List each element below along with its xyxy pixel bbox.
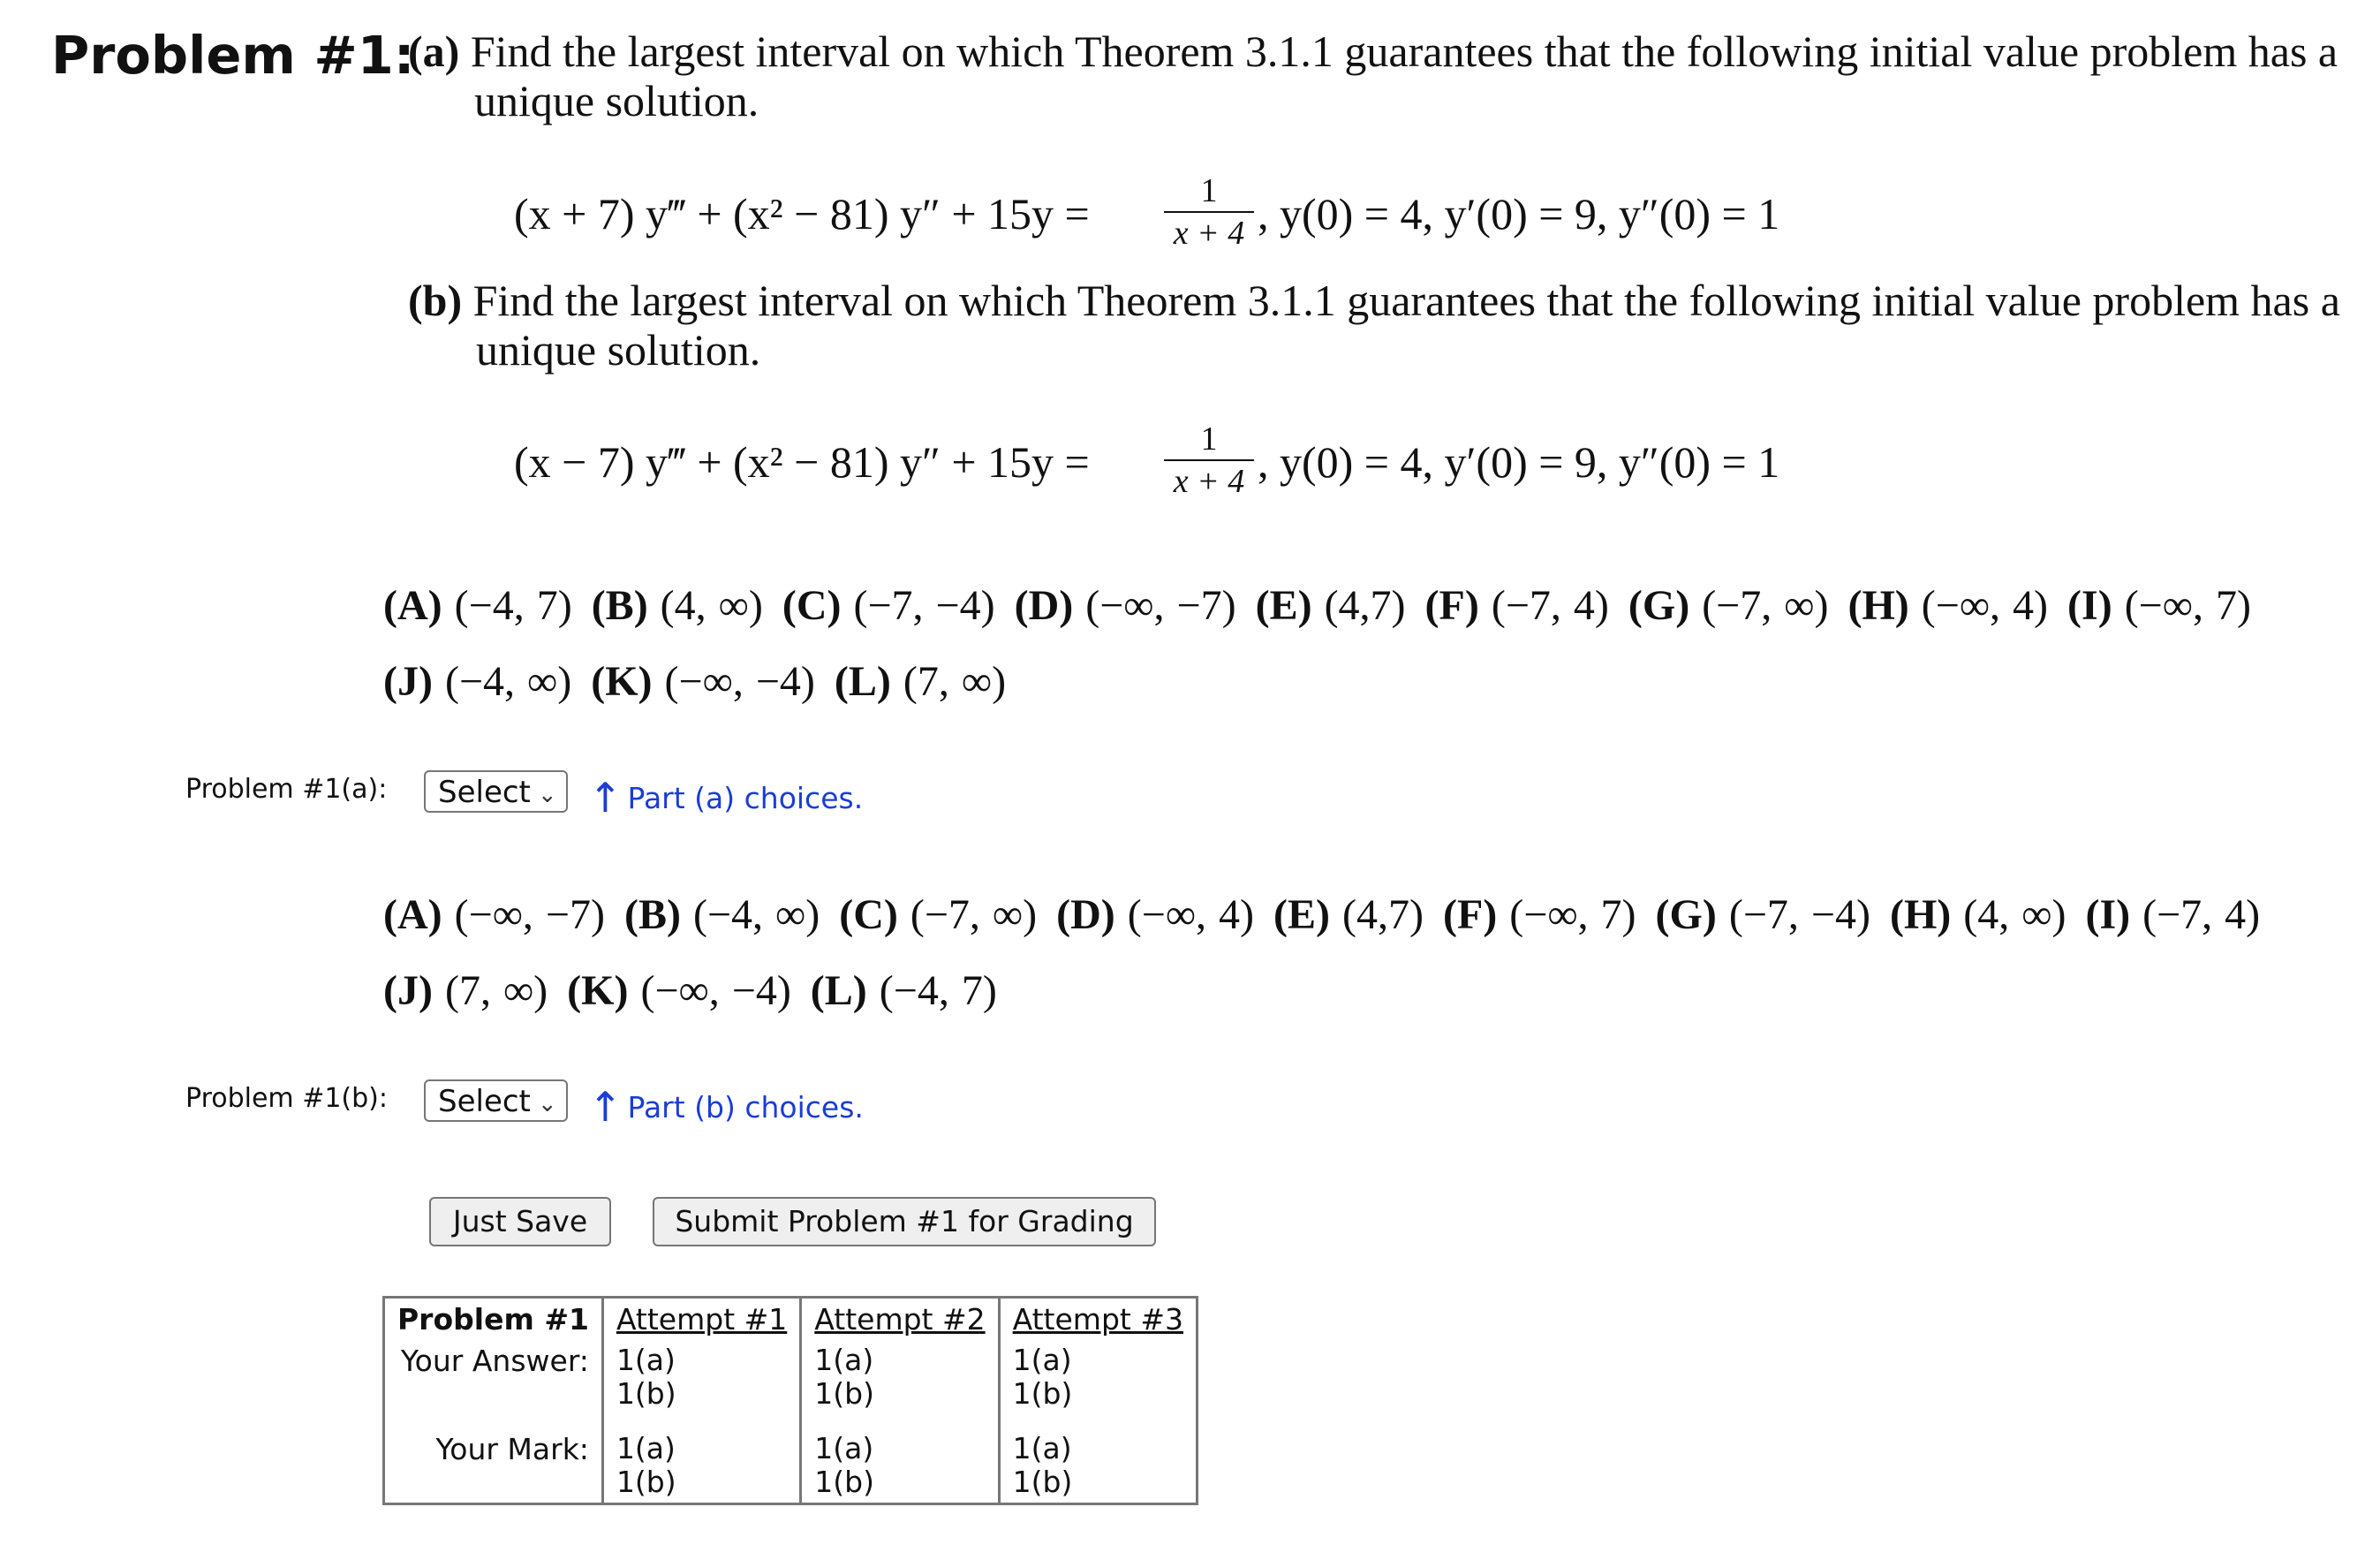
attempt-1-link[interactable]: Attempt #1 — [602, 1298, 800, 1341]
b1-choice-5 — [1443, 891, 1636, 938]
answer-part-a: 1(a) — [814, 1343, 874, 1377]
b1-choice-4 — [1273, 891, 1424, 938]
part-a-rhs-denominator: x + 4 — [1173, 215, 1245, 252]
mark-part-b: 1(b) — [616, 1465, 676, 1499]
choice-interval: (−∞, −4) — [640, 967, 791, 1014]
attempts-table — [382, 1296, 1198, 1505]
a1-choice-8 — [2067, 582, 2251, 629]
answer-b-select[interactable] — [424, 1079, 568, 1122]
b2-choice-2 — [811, 967, 997, 1014]
submit-button[interactable]: Submit Problem #1 for Grading — [653, 1197, 1156, 1246]
part-b-rhs-numerator: 1 — [1200, 420, 1218, 458]
part-b-rhs-fraction — [1164, 421, 1254, 499]
part-b-statement — [408, 276, 2340, 325]
a1-choice-7 — [1847, 582, 2048, 629]
b1-choice-0 — [383, 891, 605, 938]
part-a-text-line1: Find the largest interval on which Theorem 3.1.1 guarantees that the following initial value problem has a — [470, 27, 2338, 76]
your-mark-label: Your Mark: — [384, 1414, 603, 1504]
choice-letter: (G) — [1655, 891, 1729, 938]
part-a-statement — [408, 27, 2338, 76]
mark-part-b: 1(b) — [1012, 1465, 1073, 1499]
choice-interval: (7, ∞) — [903, 658, 1007, 705]
choice-interval: (−∞, −7) — [1085, 582, 1236, 629]
mark-part-a: 1(a) — [814, 1431, 874, 1465]
choice-letter: (E) — [1273, 891, 1343, 938]
choice-interval: (−7, ∞) — [1702, 582, 1829, 629]
part-a-equation: (x + 7) y‴ + (x² − 81) y″ + 15y = — [514, 189, 1090, 239]
choice-interval: (−∞, −7) — [454, 891, 605, 938]
attempt-1-mark — [602, 1414, 800, 1504]
answer-a-hint — [588, 774, 863, 822]
choice-interval: (−4, 7) — [454, 582, 572, 629]
answer-part-b: 1(b) — [814, 1376, 874, 1411]
a1-choice-3 — [1015, 582, 1236, 629]
choice-letter: (F) — [1442, 891, 1510, 938]
choice-interval: (4, ∞) — [1963, 891, 2066, 938]
choice-letter: (D) — [1014, 582, 1086, 629]
attempt-3-link[interactable]: Attempt #3 — [999, 1298, 1197, 1341]
choice-interval: (−7, −4) — [1728, 891, 1870, 938]
fraction-bar — [1164, 459, 1254, 461]
attempt-1-answer — [602, 1340, 800, 1414]
your-answer-label: Your Answer: — [384, 1340, 603, 1414]
part-b-text-line1: Find the largest interval on which Theorem 3.1.1 guarantees that the following initial value problem has a — [472, 276, 2340, 325]
b2-choice-1 — [567, 967, 791, 1014]
choice-interval: (−4, 7) — [879, 967, 997, 1014]
a2-choice-1 — [591, 658, 815, 705]
a2-choice-2 — [835, 658, 1006, 705]
attempts-header-row — [384, 1298, 1198, 1341]
a1-choice-4 — [1256, 582, 1406, 629]
choice-letter: (A) — [383, 891, 455, 938]
choices-a-line1 — [383, 581, 2270, 630]
attempt-2-link[interactable]: Attempt #2 — [801, 1298, 999, 1341]
a1-choice-6 — [1628, 582, 1829, 629]
part-b-text-line2: unique solution. — [476, 325, 761, 375]
choice-interval: (−4, ∞) — [444, 658, 572, 705]
a1-choice-0 — [383, 582, 572, 629]
your-mark-row — [384, 1414, 1198, 1504]
choice-interval: (4,7) — [1324, 582, 1406, 629]
b1-choice-6 — [1656, 891, 1870, 938]
b2-choice-0 — [383, 967, 548, 1014]
answer-b-label: Problem #1(b): — [185, 1083, 388, 1114]
attempt-3-answer — [999, 1340, 1197, 1414]
part-b-conditions: , y(0) = 4, y′(0) = 9, y″(0) = 1 — [1258, 437, 1780, 487]
attempts-header: Problem #1 — [384, 1298, 603, 1341]
b1-choice-2 — [839, 891, 1037, 938]
choice-interval: (−7, 4) — [2142, 891, 2261, 938]
answer-a-select[interactable] — [424, 770, 568, 813]
problem-heading: Problem #1: — [51, 25, 415, 86]
answer-a-select-value: Select — [438, 775, 531, 810]
choice-interval: (4,7) — [1342, 891, 1424, 938]
choice-interval: (4, ∞) — [660, 582, 763, 629]
choices-b-line1 — [383, 890, 2279, 939]
mark-part-b: 1(b) — [814, 1465, 874, 1499]
b1-choice-1 — [624, 891, 820, 938]
choices-a-line2 — [383, 657, 1025, 706]
choice-letter: (J) — [383, 967, 445, 1014]
choice-letter: (I) — [2067, 582, 2125, 629]
attempt-2-mark — [801, 1414, 999, 1504]
answer-part-b: 1(b) — [1012, 1376, 1073, 1411]
b1-choice-7 — [1890, 891, 2066, 938]
attempt-2-answer — [801, 1340, 999, 1414]
answer-b-select-value: Select — [438, 1084, 531, 1119]
a2-choice-0 — [383, 658, 571, 705]
choice-letter: (H) — [1889, 891, 1964, 938]
answer-a-hint-text: Part (a) choices. — [627, 781, 864, 815]
answer-part-a: 1(a) — [1012, 1343, 1072, 1377]
a1-choice-2 — [782, 582, 995, 629]
choice-letter: (G) — [1628, 582, 1703, 629]
part-b-equation: (x − 7) y‴ + (x² − 81) y″ + 15y = — [514, 437, 1090, 487]
part-a-text-line2: unique solution. — [474, 76, 759, 125]
b1-choice-3 — [1056, 891, 1254, 938]
attempt-3-mark — [999, 1414, 1197, 1504]
choice-interval: (−7, −4) — [853, 582, 995, 629]
choice-letter: (L) — [834, 658, 903, 705]
part-a-label: (a) — [408, 27, 460, 76]
up-arrow-icon: ↑ — [588, 774, 623, 822]
answer-part-a: 1(a) — [616, 1343, 676, 1377]
part-a-rhs-fraction — [1164, 173, 1254, 251]
choice-letter: (B) — [623, 891, 693, 938]
choice-letter: (D) — [1056, 891, 1128, 938]
choice-interval: (−∞, 4) — [1127, 891, 1255, 938]
choice-letter: (A) — [383, 582, 455, 629]
your-answer-row — [384, 1340, 1198, 1414]
answer-b-hint — [588, 1083, 864, 1131]
chevron-down-icon: ⌄ — [537, 1091, 557, 1117]
choice-letter: (K) — [591, 658, 665, 705]
answer-a-label: Problem #1(a): — [185, 774, 388, 805]
choice-letter: (F) — [1424, 582, 1492, 629]
choice-letter: (B) — [591, 582, 661, 629]
fraction-bar — [1164, 211, 1254, 213]
part-a-rhs-numerator: 1 — [1200, 172, 1218, 209]
choice-interval: (−4, ∞) — [692, 891, 820, 938]
choice-letter: (I) — [2085, 891, 2143, 938]
b1-choice-8 — [2085, 891, 2260, 938]
part-b-rhs-denominator: x + 4 — [1173, 463, 1245, 500]
answer-b-hint-text: Part (b) choices. — [627, 1090, 864, 1125]
choice-interval: (7, ∞) — [444, 967, 548, 1014]
a1-choice-5 — [1425, 582, 1609, 629]
choice-interval: (−∞, −4) — [664, 658, 815, 705]
choice-letter: (C) — [782, 582, 854, 629]
choices-b-line2 — [383, 966, 1016, 1015]
mark-part-a: 1(a) — [616, 1431, 676, 1465]
answer-part-b: 1(b) — [616, 1376, 676, 1411]
part-b-label: (b) — [408, 276, 463, 325]
choice-letter: (K) — [567, 967, 641, 1014]
chevron-down-icon: ⌄ — [537, 782, 557, 808]
choice-interval: (−∞, 7) — [1509, 891, 1636, 938]
mark-part-a: 1(a) — [1012, 1431, 1072, 1465]
choice-letter: (H) — [1847, 582, 1922, 629]
choice-letter: (L) — [810, 967, 880, 1014]
choice-interval: (−∞, 4) — [1921, 582, 2049, 629]
up-arrow-icon: ↑ — [588, 1083, 623, 1131]
choice-letter: (E) — [1255, 582, 1325, 629]
just-save-button[interactable]: Just Save — [429, 1197, 611, 1246]
choice-interval: (−7, ∞) — [910, 891, 1038, 938]
choice-letter: (J) — [383, 658, 445, 705]
part-a-conditions: , y(0) = 4, y′(0) = 9, y″(0) = 1 — [1258, 189, 1780, 239]
choice-letter: (C) — [839, 891, 910, 938]
a1-choice-1 — [592, 582, 763, 629]
choice-interval: (−7, 4) — [1491, 582, 1609, 629]
choice-interval: (−∞, 7) — [2124, 582, 2251, 629]
